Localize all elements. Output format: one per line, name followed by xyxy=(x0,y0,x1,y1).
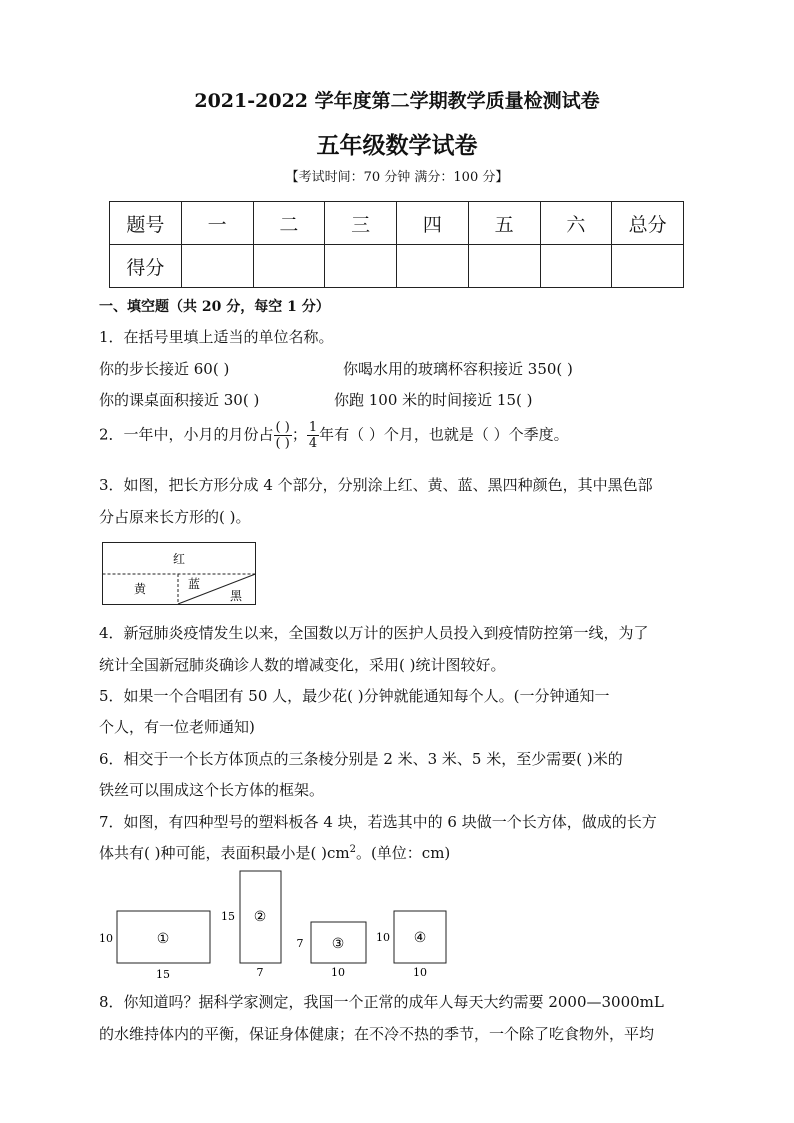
board-1-height: 10 xyxy=(99,932,113,945)
q1-a: 你的步长接近 60( ) xyxy=(99,360,230,378)
board-1-label: ① xyxy=(156,931,170,947)
label-yellow: 黄 xyxy=(133,582,147,596)
q2-sep: ； xyxy=(291,425,307,444)
board-3-width: 10 xyxy=(331,966,345,979)
q3-line2: 分占原来长方形的( )。 xyxy=(99,508,251,526)
q3-rectangle-figure xyxy=(102,542,258,606)
q7-line2-b: 。(单位：cm) xyxy=(355,844,451,862)
q2-fraction-quarter xyxy=(307,420,319,451)
score-table-score-row xyxy=(110,245,684,288)
q2-fraction-blank[interactable] xyxy=(274,420,292,451)
board-2-label: ② xyxy=(253,909,267,925)
score-cell: 一 xyxy=(181,202,253,245)
q3-line1: 3．如图，把长方形分成 4 个部分，分别涂上红、黄、蓝、黑四种颜色，其中黑色部 xyxy=(99,476,653,494)
q4-line2: 统计全国新冠肺炎确诊人数的增减变化，采用( )统计图较好。 xyxy=(99,656,506,674)
section-heading: 一、填空题（共 20 分，每空 1 分） xyxy=(99,299,330,315)
score-cell: 六 xyxy=(540,202,612,245)
q8-line1: 8．你知道吗？据科学家测定，我国一个正常的成年人每天大约需要 2000—3000mL xyxy=(99,993,664,1011)
q1-c: 你的课桌面积接近 30( ) xyxy=(99,391,260,409)
exam-title: 2021-2022 学年度第二学期教学质量检测试卷 xyxy=(194,90,600,112)
board-1-width: 15 xyxy=(156,968,170,981)
q7-line2-sup: 2 xyxy=(349,844,356,855)
q8-line2: 的水维持体内的平衡，保证身体健康；在不冷不热的季节，一个除了吃食物外，平均 xyxy=(99,1025,655,1043)
score-cell: 二 xyxy=(253,202,325,245)
score-input-cell[interactable] xyxy=(468,245,540,288)
q6-line1: 6．相交于一个长方体顶点的三条棱分别是 2 米、3 米、5 米，至少需要( )米的 xyxy=(99,750,623,768)
score-cell: 得分 xyxy=(110,245,182,288)
score-cell: 四 xyxy=(397,202,469,245)
q2-suffix: 年有（ ）个月，也就是（ ）个季度。 xyxy=(319,425,569,444)
score-input-cell[interactable] xyxy=(253,245,325,288)
q4-line1: 4．新冠肺炎疫情发生以来，全国数以万计的医护人员投入到疫情防控第一线，为了 xyxy=(99,624,649,642)
q1-b: 你喝水用的玻璃杯容积接近 350( ) xyxy=(343,360,573,378)
paper-subtitle: 五年级数学试卷 xyxy=(316,132,478,159)
score-table-header-row xyxy=(110,202,684,245)
score-cell: 三 xyxy=(325,202,397,245)
board-3-label: ③ xyxy=(331,936,345,952)
score-input-cell[interactable] xyxy=(181,245,253,288)
board-2-width: 7 xyxy=(256,966,264,979)
q5-line1: 5．如果一个合唱团有 50 人，最少花( )分钟就能通知每个人。(一分钟通知一 xyxy=(99,687,610,705)
q6-line2: 铁丝可以围成这个长方体的框架。 xyxy=(99,781,325,799)
q2-frac2-num: 1 xyxy=(308,420,318,435)
q2-frac-num: ( ) xyxy=(275,420,290,435)
exam-info: 【考试时间：70 分钟 满分：100 分】 xyxy=(285,170,509,185)
score-input-cell[interactable] xyxy=(325,245,397,288)
score-input-cell[interactable] xyxy=(612,245,684,288)
score-cell: 题号 xyxy=(110,202,182,245)
board-3-height: 7 xyxy=(296,937,304,950)
q2-frac-den: ( ) xyxy=(275,436,290,451)
score-cell: 五 xyxy=(468,202,540,245)
board-4-width: 10 xyxy=(413,966,427,979)
q7-line2-a: 体共有( )种可能，表面积最小是( )cm xyxy=(99,844,350,862)
label-blue: 蓝 xyxy=(187,577,201,591)
q1-d: 你跑 100 米的时间接近 15( ) xyxy=(334,391,533,409)
q7-line1: 7．如图，有四种型号的塑料板各 4 块，若选其中的 6 块做一个长方体，做成的长方 xyxy=(99,813,657,831)
q7-boards-figure xyxy=(96,866,466,984)
score-input-cell[interactable] xyxy=(397,245,469,288)
q2-line xyxy=(99,420,569,451)
q5-line2: 个人，有一位老师通知) xyxy=(99,718,255,736)
board-4-label: ④ xyxy=(413,930,427,946)
score-cell: 总分 xyxy=(612,202,684,245)
q2-prefix: 2．一年中，小月的月份占 xyxy=(99,425,274,444)
q1-stem: 1．在括号里填上适当的单位名称。 xyxy=(99,328,334,346)
score-input-cell[interactable] xyxy=(540,245,612,288)
score-table xyxy=(109,201,684,288)
q7-line2 xyxy=(99,842,450,863)
board-4-height: 10 xyxy=(376,931,390,944)
label-black: 黑 xyxy=(229,589,243,603)
q2-frac2-den: 4 xyxy=(308,436,318,451)
board-2-height: 15 xyxy=(221,910,235,923)
label-red: 红 xyxy=(172,552,186,566)
